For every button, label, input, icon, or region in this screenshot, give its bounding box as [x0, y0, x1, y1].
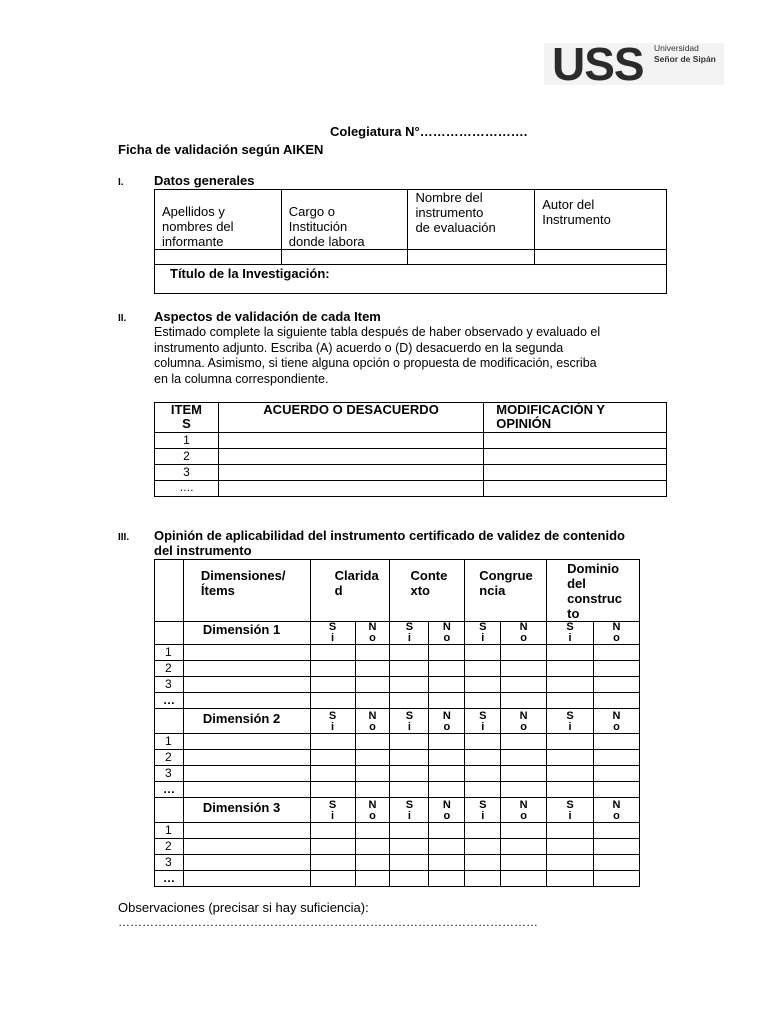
input-cell[interactable] [355, 782, 390, 798]
si-cell [547, 622, 594, 645]
input-cell[interactable] [183, 693, 310, 709]
input-cell[interactable] [310, 871, 355, 887]
applicability-table [154, 559, 640, 887]
si-label: S i [566, 799, 574, 822]
input-cell[interactable] [408, 250, 535, 265]
input-cell[interactable] [429, 782, 465, 798]
input-cell[interactable] [390, 782, 429, 798]
input-cell[interactable] [218, 449, 483, 465]
col-dominio: Dominio del construc to [567, 561, 623, 621]
no-label: N o [519, 621, 528, 644]
input-cell[interactable] [501, 782, 547, 798]
input-cell[interactable] [310, 645, 355, 661]
blank-cell [155, 798, 184, 823]
colegiatura-line: Colegiatura N°……………………. [330, 124, 528, 139]
input-cell[interactable] [547, 871, 594, 887]
si-label: S i [479, 710, 487, 733]
input-cell[interactable] [547, 677, 594, 693]
input-cell[interactable] [594, 823, 640, 839]
si-label: S i [479, 621, 487, 644]
si-label: S i [405, 710, 414, 733]
dimension-label: Dimensión 1 [202, 622, 281, 637]
si-label: S i [405, 621, 414, 644]
input-cell[interactable] [183, 677, 310, 693]
item-row [155, 645, 640, 661]
input-cell[interactable] [218, 465, 483, 481]
blank-cell [155, 622, 184, 645]
item-number: 3 [155, 677, 184, 693]
titulo-cell[interactable] [155, 265, 667, 294]
item-number: 1 [155, 734, 184, 750]
input-cell[interactable] [390, 661, 429, 677]
dimension-label: Dimensión 2 [202, 711, 281, 726]
input-cell[interactable] [390, 839, 429, 855]
corner-cell [155, 560, 184, 622]
no-cell [501, 798, 547, 823]
input-cell[interactable] [547, 855, 594, 871]
input-cell[interactable] [183, 823, 310, 839]
logo-line1: Universidad [654, 43, 699, 53]
input-cell[interactable] [594, 693, 640, 709]
input-cell[interactable] [390, 766, 429, 782]
header-cell [155, 403, 219, 433]
header-cell [535, 190, 667, 250]
table-row [155, 465, 667, 481]
item-number: 2 [155, 661, 184, 677]
input-cell[interactable] [390, 823, 429, 839]
item-row [155, 677, 640, 693]
input-cell[interactable] [310, 839, 355, 855]
si-cell [310, 798, 355, 823]
observaciones-label: Observaciones (precisar si hay suficiencia): [118, 900, 369, 915]
item-row [155, 823, 640, 839]
input-cell[interactable] [155, 250, 282, 265]
input-cell[interactable] [429, 871, 465, 887]
input-cell[interactable] [183, 661, 310, 677]
item-number: … [155, 782, 184, 798]
input-cell[interactable] [501, 855, 547, 871]
input-cell[interactable] [484, 481, 667, 497]
section2-title: Aspectos de validación de cada Item [154, 309, 381, 324]
input-cell[interactable] [310, 677, 355, 693]
input-cell[interactable] [547, 750, 594, 766]
item-number: 1 [155, 433, 219, 449]
section1-number: I. [118, 177, 124, 188]
header-cell [547, 560, 640, 622]
ficha-title: Ficha de validación según AIKEN [118, 142, 324, 157]
input-cell[interactable] [355, 855, 390, 871]
si-label: S i [566, 710, 574, 733]
input-cell[interactable] [594, 734, 640, 750]
dimension-label: Dimensión 3 [202, 800, 281, 815]
si-cell [310, 622, 355, 645]
input-cell[interactable] [547, 734, 594, 750]
header-cell [155, 190, 282, 250]
no-cell [429, 622, 465, 645]
item-number: …. [155, 481, 219, 497]
input-cell[interactable] [355, 661, 390, 677]
input-cell[interactable] [355, 734, 390, 750]
input-cell[interactable] [429, 645, 465, 661]
dimension-label-cell [183, 709, 310, 734]
si-label: S i [405, 799, 414, 822]
input-cell[interactable] [183, 871, 310, 887]
input-cell[interactable] [310, 693, 355, 709]
item-number: 1 [155, 645, 184, 661]
input-cell[interactable] [465, 677, 501, 693]
input-cell[interactable] [547, 693, 594, 709]
col-contexto: Conte xto [410, 568, 448, 598]
table-row [155, 481, 667, 497]
header-cell [465, 560, 547, 622]
no-label: N o [368, 710, 377, 733]
item-row [155, 750, 640, 766]
no-cell [594, 622, 640, 645]
input-cell[interactable] [501, 677, 547, 693]
si-label: S i [328, 799, 337, 822]
input-cell[interactable] [594, 677, 640, 693]
si-label: S i [566, 621, 574, 644]
table-row [155, 433, 667, 449]
item-number: 3 [155, 766, 184, 782]
no-cell [501, 709, 547, 734]
si-cell [465, 798, 501, 823]
input-cell[interactable] [547, 823, 594, 839]
input-cell[interactable] [390, 693, 429, 709]
input-cell[interactable] [465, 871, 501, 887]
si-cell [465, 622, 501, 645]
input-cell[interactable] [501, 823, 547, 839]
input-cell[interactable] [355, 871, 390, 887]
input-cell[interactable] [429, 734, 465, 750]
section2-paragraph: Estimado complete la siguiente tabla después de haber observado y evaluado el instrumento adjunto. Escriba (A) acuerdo o (D) desacuerdo en la segunda columna. Asimismo, si tiene alguna opción o propuesta de modificación, escriba en la columna correspondiente. [154, 325, 601, 386]
no-label: N o [368, 799, 377, 822]
header-cell [183, 560, 310, 622]
input-cell[interactable] [390, 645, 429, 661]
input-cell[interactable] [355, 677, 390, 693]
item-row [155, 766, 640, 782]
input-cell[interactable] [501, 750, 547, 766]
observaciones-dots[interactable]: …………………………………………………………………………………………… [118, 915, 538, 929]
input-cell[interactable] [501, 645, 547, 661]
no-label: N o [442, 621, 451, 644]
no-cell [594, 798, 640, 823]
input-cell[interactable] [594, 661, 640, 677]
col-claridad: Clarida d [334, 568, 379, 598]
input-cell[interactable] [465, 823, 501, 839]
input-cell[interactable] [429, 677, 465, 693]
input-cell[interactable] [183, 750, 310, 766]
item-row [155, 661, 640, 677]
section3-title: Opinión de aplicabilidad del instrumento certificado de validez de contenido del instrumento [154, 528, 625, 558]
dimension-row [155, 709, 640, 734]
col-items: ITEM S [170, 402, 202, 431]
item-number: … [155, 871, 184, 887]
input-cell[interactable] [501, 839, 547, 855]
input-cell[interactable] [594, 766, 640, 782]
input-cell[interactable] [183, 839, 310, 855]
col-dimensiones: Dimensiones/ Ítems [200, 568, 286, 598]
input-cell[interactable] [281, 250, 408, 265]
item-number: 3 [155, 465, 219, 481]
input-cell[interactable] [429, 661, 465, 677]
si-cell [547, 798, 594, 823]
no-cell [355, 798, 390, 823]
input-cell[interactable] [501, 766, 547, 782]
input-cell[interactable] [355, 823, 390, 839]
no-cell [429, 709, 465, 734]
input-cell[interactable] [484, 433, 667, 449]
input-cell[interactable] [355, 750, 390, 766]
input-cell[interactable] [310, 782, 355, 798]
item-row [155, 871, 640, 887]
item-row [155, 734, 640, 750]
input-cell[interactable] [547, 839, 594, 855]
input-cell[interactable] [429, 823, 465, 839]
input-cell[interactable] [465, 645, 501, 661]
input-cell[interactable] [390, 871, 429, 887]
input-cell[interactable] [465, 839, 501, 855]
item-number: 2 [155, 750, 184, 766]
input-cell[interactable] [390, 677, 429, 693]
item-number: 1 [155, 823, 184, 839]
input-cell[interactable] [310, 661, 355, 677]
item-row [155, 839, 640, 855]
input-cell[interactable] [465, 782, 501, 798]
input-cell[interactable] [501, 693, 547, 709]
dimension-row [155, 622, 640, 645]
no-cell [429, 798, 465, 823]
input-cell[interactable] [355, 839, 390, 855]
input-cell[interactable] [310, 823, 355, 839]
input-cell[interactable] [390, 855, 429, 871]
header-cell [390, 560, 465, 622]
si-label: S i [479, 799, 487, 822]
input-cell[interactable] [429, 693, 465, 709]
input-cell[interactable] [594, 645, 640, 661]
general-data-table [154, 189, 667, 294]
si-label: S i [328, 710, 337, 733]
input-cell[interactable] [355, 693, 390, 709]
no-label: N o [519, 799, 528, 822]
col-modificacion: MODIFICACIÓN Y OPINIÓN [496, 402, 606, 431]
item-row [155, 782, 640, 798]
input-cell[interactable] [429, 855, 465, 871]
no-label: N o [612, 799, 621, 822]
input-cell[interactable] [465, 766, 501, 782]
col-apellidos: Apellidos y nombres del informante [162, 204, 234, 249]
item-number: 3 [155, 855, 184, 871]
input-cell[interactable] [547, 782, 594, 798]
university-logo [544, 38, 724, 90]
col-acuerdo: ACUERDO O DESACUERDO [263, 402, 439, 417]
header-cell [218, 403, 483, 433]
input-cell[interactable] [594, 855, 640, 871]
section3-number: III. [118, 532, 130, 543]
input-cell[interactable] [535, 250, 667, 265]
item-row [155, 855, 640, 871]
no-label: N o [442, 710, 451, 733]
dimension-label-cell [183, 622, 310, 645]
input-cell[interactable] [183, 766, 310, 782]
input-cell[interactable] [355, 645, 390, 661]
no-cell [355, 622, 390, 645]
input-cell[interactable] [594, 839, 640, 855]
input-cell[interactable] [465, 693, 501, 709]
si-label: S i [328, 621, 337, 644]
input-cell[interactable] [310, 766, 355, 782]
input-cell[interactable] [310, 855, 355, 871]
item-number: … [155, 693, 184, 709]
input-cell[interactable] [183, 855, 310, 871]
si-cell [310, 709, 355, 734]
input-cell[interactable] [547, 766, 594, 782]
section2-number: II. [118, 313, 127, 324]
col-nombre-instrumento: Nombre del instrumento de evaluación [415, 190, 496, 235]
input-cell[interactable] [594, 782, 640, 798]
no-cell [355, 709, 390, 734]
input-cell[interactable] [390, 750, 429, 766]
no-label: N o [612, 710, 621, 733]
input-cell[interactable] [465, 750, 501, 766]
input-cell[interactable] [218, 481, 483, 497]
input-cell[interactable] [429, 839, 465, 855]
items-table [154, 402, 667, 497]
input-cell[interactable] [355, 766, 390, 782]
blank-cell [155, 709, 184, 734]
input-cell[interactable] [484, 465, 667, 481]
si-cell [547, 709, 594, 734]
no-label: N o [442, 799, 451, 822]
input-cell[interactable] [390, 734, 429, 750]
dimension-row [155, 798, 640, 823]
table-row [155, 449, 667, 465]
logo-line2: Señor de Sipán [654, 54, 716, 64]
input-cell[interactable] [465, 855, 501, 871]
input-cell[interactable] [501, 734, 547, 750]
item-number: 2 [155, 449, 219, 465]
input-cell[interactable] [465, 661, 501, 677]
no-label: N o [612, 621, 621, 644]
input-cell[interactable] [547, 645, 594, 661]
header-cell [408, 190, 535, 250]
col-congruencia: Congrue ncia [479, 568, 533, 598]
input-cell[interactable] [183, 782, 310, 798]
item-row [155, 693, 640, 709]
input-cell[interactable] [310, 734, 355, 750]
col-autor: Autor del Instrumento [542, 197, 611, 227]
si-cell [390, 798, 429, 823]
input-cell[interactable] [183, 734, 310, 750]
input-cell[interactable] [594, 871, 640, 887]
header-cell [484, 403, 667, 433]
input-cell[interactable] [547, 661, 594, 677]
input-cell[interactable] [429, 750, 465, 766]
col-cargo: Cargo o Institución donde labora [288, 204, 365, 249]
item-number: 2 [155, 839, 184, 855]
no-label: N o [519, 710, 528, 733]
si-cell [390, 709, 429, 734]
input-cell[interactable] [484, 449, 667, 465]
si-cell [465, 709, 501, 734]
input-cell[interactable] [310, 750, 355, 766]
section1-title: Datos generales [154, 173, 255, 188]
no-label: N o [368, 621, 377, 644]
input-cell[interactable] [501, 661, 547, 677]
header-cell [281, 190, 408, 250]
titulo-label: Título de la Investigación: [170, 266, 330, 281]
si-cell [390, 622, 429, 645]
logo-mark: USS [552, 38, 644, 90]
no-cell [501, 622, 547, 645]
input-cell[interactable] [218, 433, 483, 449]
input-cell[interactable] [183, 645, 310, 661]
input-cell[interactable] [501, 871, 547, 887]
input-cell[interactable] [429, 766, 465, 782]
input-cell[interactable] [465, 734, 501, 750]
input-cell[interactable] [594, 750, 640, 766]
header-cell [310, 560, 390, 622]
dimension-label-cell [183, 798, 310, 823]
no-cell [594, 709, 640, 734]
